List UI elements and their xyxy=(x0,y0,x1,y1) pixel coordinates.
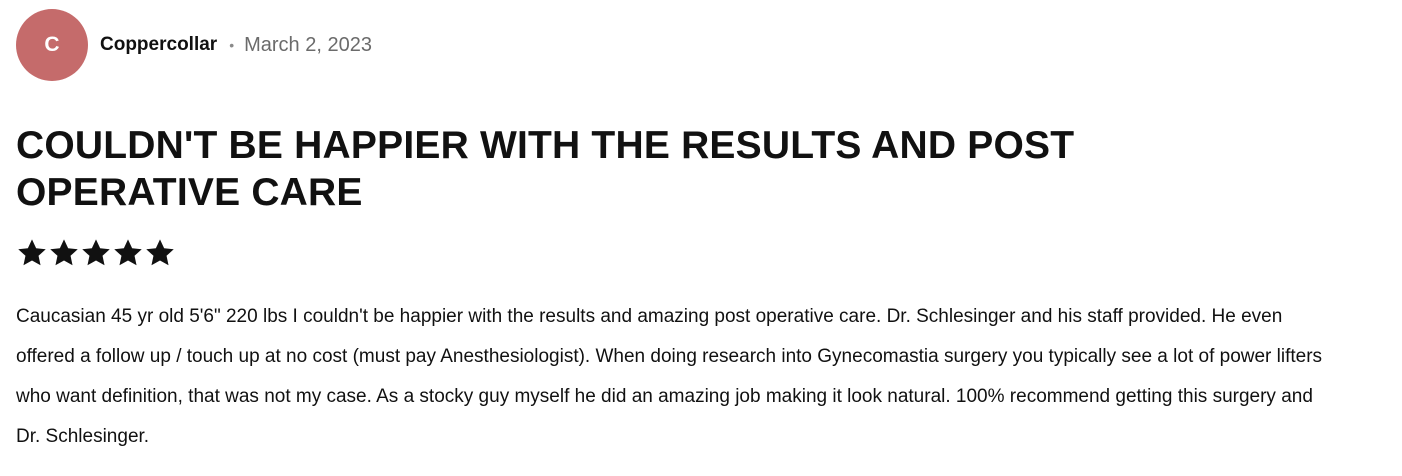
star-icon xyxy=(144,237,176,269)
review-header xyxy=(16,9,1386,81)
meta-separator: • xyxy=(229,37,235,53)
review-body: Caucasian 45 yr old 5'6" 220 lbs I couldn't be happier with the results and amazing post operative care. Dr. Schlesinger and his staff provided. He even offered a follow up / touch up at no cost (must pay Anesthesiologist). When doing research into Gynecomastia surgery you typically see a lot of power lifters who want definition, that was not my case. As a stocky guy myself he did an amazing job making it look natural. 100% recommend getting this surgery and Dr. Schlesinger. xyxy=(16,306,1323,447)
star-icon xyxy=(80,237,112,269)
author-name[interactable]: Coppercollar xyxy=(100,34,218,55)
review-card xyxy=(16,9,1386,476)
review-title: COULDN'T BE HAPPIER WITH THE RESULTS AND POST OPERATIVE CARE xyxy=(16,124,1075,214)
star-rating xyxy=(16,235,1386,271)
star-icon xyxy=(48,237,80,269)
review-date: March 2, 2023 xyxy=(244,33,372,56)
avatar-initial: C xyxy=(44,33,60,56)
star-icon xyxy=(112,237,144,269)
avatar[interactable] xyxy=(16,9,88,81)
star-icon xyxy=(16,237,48,269)
